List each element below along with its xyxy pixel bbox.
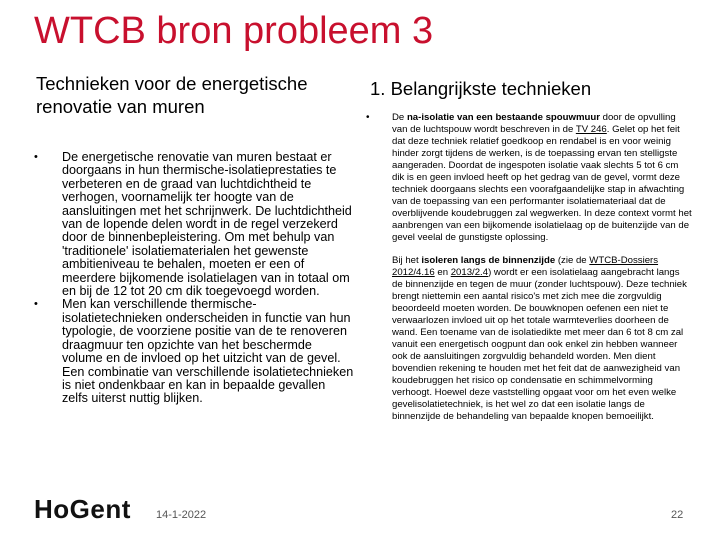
right-body-text (392, 112, 692, 423)
left-bullet-1: • De energetische renovatie van muren bestaat er doorgaans in hun thermische-isolatieprestaties te verbeteren en de graad van luchtdichtheid te verhogen, voornamelijk ter hoogte van de aansluitingen met het schrijnwerk. De luchtdichtheid van de lopende delen wordt in de regel verzekerd door de binnenbepleistering. Om met behulp van 'traditionele' isolatiematerialen het gewenste ambitieniveau te behalen, moeten er een of meerdere bijkomende isolatielagen van in totaal om en bij de 12 tot 20 cm dik toegevoegd worden. (34, 151, 354, 298)
paragraph-spouwmuur (392, 112, 692, 243)
text-run: door de opvulling van de luchtspouw wordt beschreven in de (392, 112, 676, 135)
hogent-logo: HoGent (34, 494, 131, 524)
bold-term: isoleren langs de binnenzijde (421, 255, 556, 267)
link-tv246[interactable]: TV 246 (575, 123, 607, 135)
text-run: (zie de (555, 255, 590, 267)
text-run: De (392, 112, 407, 123)
slide-title: WTCB bron probleem 3 (34, 10, 434, 52)
paragraph-binnenzijde (392, 255, 692, 422)
text-run: Bij het (392, 255, 422, 267)
link-2013-2-4[interactable]: 2013/2.4 (450, 267, 489, 279)
footer-date: 14-1-2022 (156, 509, 207, 521)
page-number: 22 (671, 509, 684, 521)
text-run: ) wordt er een isolatielaag aangebracht langs de binnenzijde en tegen de muur (zonder luchtspouw). Deze techniek brengt niettemin een aantal risico's met zich mee die zorgvuldig beoordeeld moeten worden. De bouwknopen oefenen een niet te verwaarlozen invloed uit op het totale warmteverlies doorheen de wand. Een toename van de isolatiedikte met meer dan 6 tot 8 cm zal vanuit een energetisch oogpunt dan ook enkel zin hebben wanneer ook de aansluitingen zorgvuldig behandeld worden. Men dient bovendien rekening te houden met het feit dat de aanwezigheid van koudebruggen het risico op condensatie en schimmelvorming verhoogt. Hoewel deze vaststelling opgaat voor om het even welke gevelisolatietechniek, is het wel zo dat een isolatie langs de binnenzijde de behandeling van bepaalde knopen bemoeilijkt. (392, 267, 687, 422)
left-bullet-list (34, 151, 354, 406)
text-run: . Gelet op het feit dat deze techniek relatief goedkoop en rendabel is en voor weinig hinder zorgt tijdens de werken, is de toepassing ervan ten stelligste aangeraden. Doordat de ingespoten isolatie vaak slechts 5 tot 6 cm dik is en geen invloed heeft op het gedrag van de gevel, vormt deze techniek doorgaans slechts een voorafgaandelijke stap in afwachting van de toepassing van een performanter isolatiemateriaal dat de overblijvende koudebruggen zal wegwerken. In deze context vormt het aanbrengen van een bijkomende isolatielaag op de buitenzijde van de gevel veelal de gunstigste oplossing. (392, 123, 692, 243)
bullet-icon: • (366, 112, 370, 123)
left-heading: Technieken voor de energetische renovatie van muren (36, 73, 308, 117)
text-run: en (434, 267, 451, 279)
link-wtcb-dossiers[interactable]: WTCB-Dossiers 2012/4.16 (392, 255, 659, 279)
bold-term: na-isolatie van een bestaande spouwmuur (406, 112, 600, 123)
left-bullet-2: • Men kan verschillende thermische-isolatietechnieken onderscheiden in functie van hun typologie, de voorziene positie van de te renoveren draagmuur ten opzichte van het beschermde volume en de invloed op het uitzicht van de gevel. Een combinatie van verschillende isolatietechnieken is niet ondenkbaar en kan in bepaalde gevallen zelfs uiterst nuttig blijken. (34, 298, 354, 405)
right-heading: 1. Belangrijkste technieken (370, 78, 592, 99)
